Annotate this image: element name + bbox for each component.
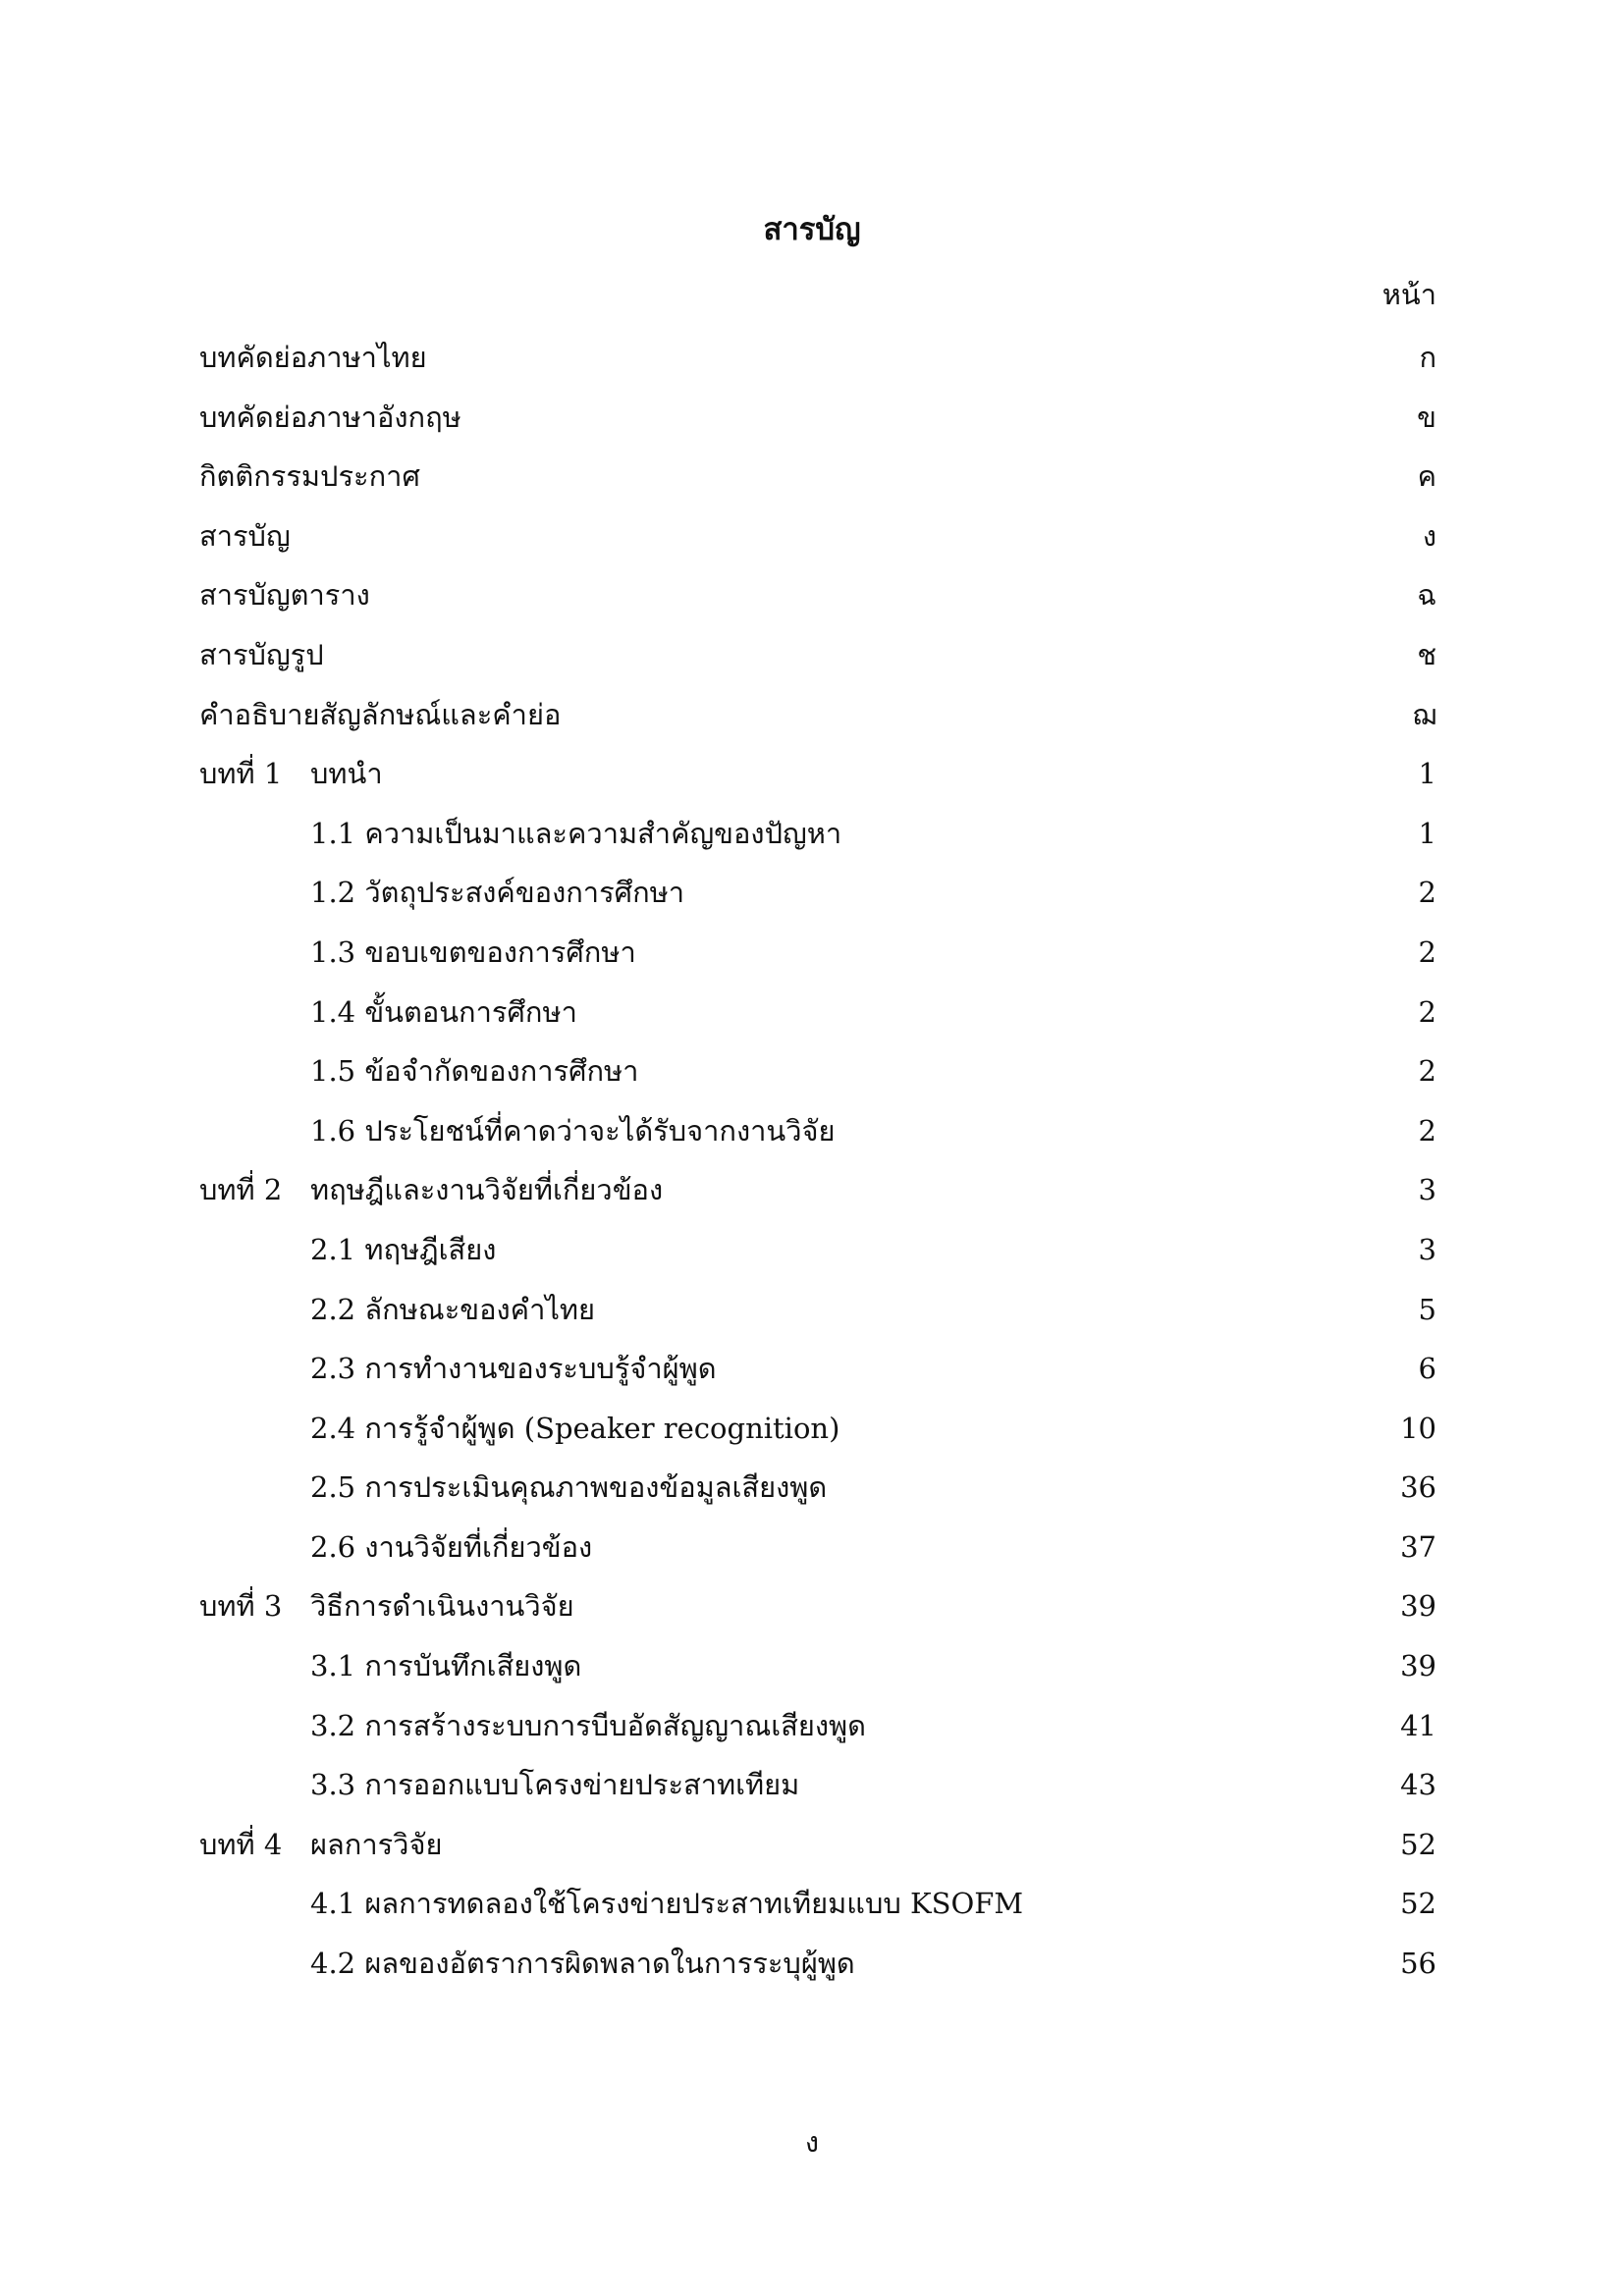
toc-chapter-number: บทที่ 3 xyxy=(199,1589,283,1624)
toc-row xyxy=(199,336,1436,396)
toc-section-row xyxy=(199,1347,1436,1407)
toc-section-row xyxy=(199,931,1436,990)
toc-entry-label: สารบัญ xyxy=(199,518,291,553)
toc-page-number: 37 xyxy=(1400,1529,1436,1564)
toc-section-row xyxy=(199,1049,1436,1109)
toc-section-row xyxy=(199,1882,1436,1942)
toc-section-row xyxy=(199,1288,1436,1348)
toc-page-number: 6 xyxy=(1418,1352,1436,1386)
toc-entry-label: สารบัญตาราง xyxy=(199,578,370,613)
toc-entry-label: บทนำ xyxy=(310,757,383,791)
toc-entry-label: 1.3 ขอบเขตของการศึกษา xyxy=(310,934,636,969)
toc-page-number: 52 xyxy=(1400,1827,1436,1861)
toc-section-row xyxy=(199,812,1436,872)
toc-section-row xyxy=(199,871,1436,931)
toc-section-row xyxy=(199,990,1436,1050)
toc-section-row xyxy=(199,1466,1436,1525)
toc-page-number: 5 xyxy=(1418,1292,1436,1326)
toc-page-number: 2 xyxy=(1418,1054,1436,1089)
toc-entry-label: 3.3 การออกแบบโครงข่ายประสาทเทียม xyxy=(310,1768,800,1802)
toc-page-number: 36 xyxy=(1400,1470,1436,1505)
toc-chapter-row xyxy=(199,752,1436,812)
toc-page-number: 3 xyxy=(1418,1173,1436,1207)
toc-chapter-row xyxy=(199,1584,1436,1644)
toc-section-row xyxy=(199,1942,1436,2002)
toc-page-number: 3 xyxy=(1418,1232,1436,1266)
toc-entry-label: วิธีการดำเนินงานวิจัย xyxy=(310,1589,574,1624)
toc-chapter-number: บทที่ 4 xyxy=(199,1827,283,1861)
toc-row xyxy=(199,633,1436,693)
toc-entry-label: 1.4 ขั้นตอนการศึกษา xyxy=(310,994,577,1029)
toc-entry-label: บทคัดย่อภาษาอังกฤษ xyxy=(199,400,461,434)
toc-page-number: 39 xyxy=(1400,1589,1436,1624)
toc-entry-label: 2.6 งานวิจัยที่เกี่ยวข้อง xyxy=(310,1529,593,1564)
toc-chapter-number: บทที่ 1 xyxy=(199,757,283,791)
toc-page-number: ข xyxy=(1417,400,1436,434)
toc-section-row xyxy=(199,1407,1436,1467)
toc-page-number: 1 xyxy=(1418,757,1436,791)
toc-entry-label: สารบัญรูป xyxy=(199,637,324,671)
toc-section-row xyxy=(199,1763,1436,1823)
toc-entry-label: 4.2 ผลของอัตราการผิดพลาดในการระบุผู้พูด xyxy=(310,1947,855,1981)
toc-page-number: 41 xyxy=(1400,1708,1436,1742)
toc-chapter-row xyxy=(199,1823,1436,1883)
toc-entry-label: 1.6 ประโยชน์ที่คาดว่าจะได้รับจากงานวิจัย xyxy=(310,1113,836,1148)
footer-page-number: ง xyxy=(804,2125,820,2159)
toc-page-number: 56 xyxy=(1400,1947,1436,1981)
toc-entry-label: บทคัดย่อภาษาไทย xyxy=(199,341,427,374)
toc-page-number: 1 xyxy=(1418,816,1436,850)
table-of-contents xyxy=(199,336,1436,2002)
toc-entry-label: 2.5 การประเมินคุณภาพของข้อมูลเสียงพูด xyxy=(310,1470,828,1505)
toc-entry-label: 2.4 การรู้จำผู้พูด (Speaker recognition) xyxy=(310,1411,840,1445)
toc-page-number: 2 xyxy=(1418,994,1436,1029)
toc-page-number: 2 xyxy=(1418,1113,1436,1148)
toc-chapter-number: บทที่ 2 xyxy=(199,1173,283,1207)
toc-section-row xyxy=(199,1228,1436,1288)
toc-section-row xyxy=(199,1525,1436,1585)
toc-page-number: ก xyxy=(1419,341,1436,374)
toc-page-number: ง xyxy=(1422,518,1436,553)
toc-page-number: 2 xyxy=(1418,876,1436,910)
toc-row xyxy=(199,573,1436,633)
page-column-header: หน้า xyxy=(1381,278,1436,311)
toc-entry-label: ผลการวิจัย xyxy=(310,1827,443,1861)
toc-page-number: ฉ xyxy=(1417,578,1436,613)
toc-entry-label: กิตติกรรมประกาศ xyxy=(199,459,420,494)
toc-row xyxy=(199,396,1436,455)
toc-page-number: ช xyxy=(1417,637,1436,671)
toc-row xyxy=(199,454,1436,514)
toc-page-number: ฌ xyxy=(1412,697,1436,731)
toc-chapter-row xyxy=(199,1168,1436,1228)
toc-entry-label: ทฤษฎีและงานวิจัยที่เกี่ยวข้อง xyxy=(310,1173,664,1207)
toc-page-number: 52 xyxy=(1400,1887,1436,1921)
toc-entry-label: 3.2 การสร้างระบบการบีบอัดสัญญาณเสียงพูด xyxy=(310,1708,866,1742)
toc-row xyxy=(199,693,1436,753)
toc-page-number: 2 xyxy=(1418,934,1436,969)
toc-entry-label: 2.2 ลักษณะของคำไทย xyxy=(310,1292,596,1326)
page-title: สารบัญ xyxy=(763,212,861,247)
toc-entry-label: 1.5 ข้อจำกัดของการศึกษา xyxy=(310,1054,639,1089)
toc-section-row xyxy=(199,1109,1436,1169)
toc-entry-label: 2.3 การทำงานของระบบรู้จำผู้พูด xyxy=(310,1352,717,1386)
toc-page-number: 43 xyxy=(1400,1768,1436,1802)
toc-row xyxy=(199,514,1436,574)
toc-page-number: 39 xyxy=(1400,1649,1436,1683)
toc-entry-label: 3.1 การบันทึกเสียงพูด xyxy=(310,1649,582,1683)
toc-section-row xyxy=(199,1644,1436,1704)
toc-entry-label: 2.1 ทฤษฎีเสียง xyxy=(310,1232,497,1266)
toc-entry-label: คำอธิบายสัญลักษณ์และคำย่อ xyxy=(199,697,562,731)
toc-entry-label: 1.2 วัตถุประสงค์ของการศึกษา xyxy=(310,876,685,910)
toc-page-number: ค xyxy=(1417,459,1436,494)
toc-entry-label: 4.1 ผลการทดลองใช้โครงข่ายประสาทเทียมแบบ KSOFM xyxy=(310,1887,1024,1921)
toc-entry-label: 1.1 ความเป็นมาและความสำคัญของปัญหา xyxy=(310,816,842,850)
toc-section-row xyxy=(199,1704,1436,1764)
toc-page-number: 10 xyxy=(1400,1411,1436,1445)
